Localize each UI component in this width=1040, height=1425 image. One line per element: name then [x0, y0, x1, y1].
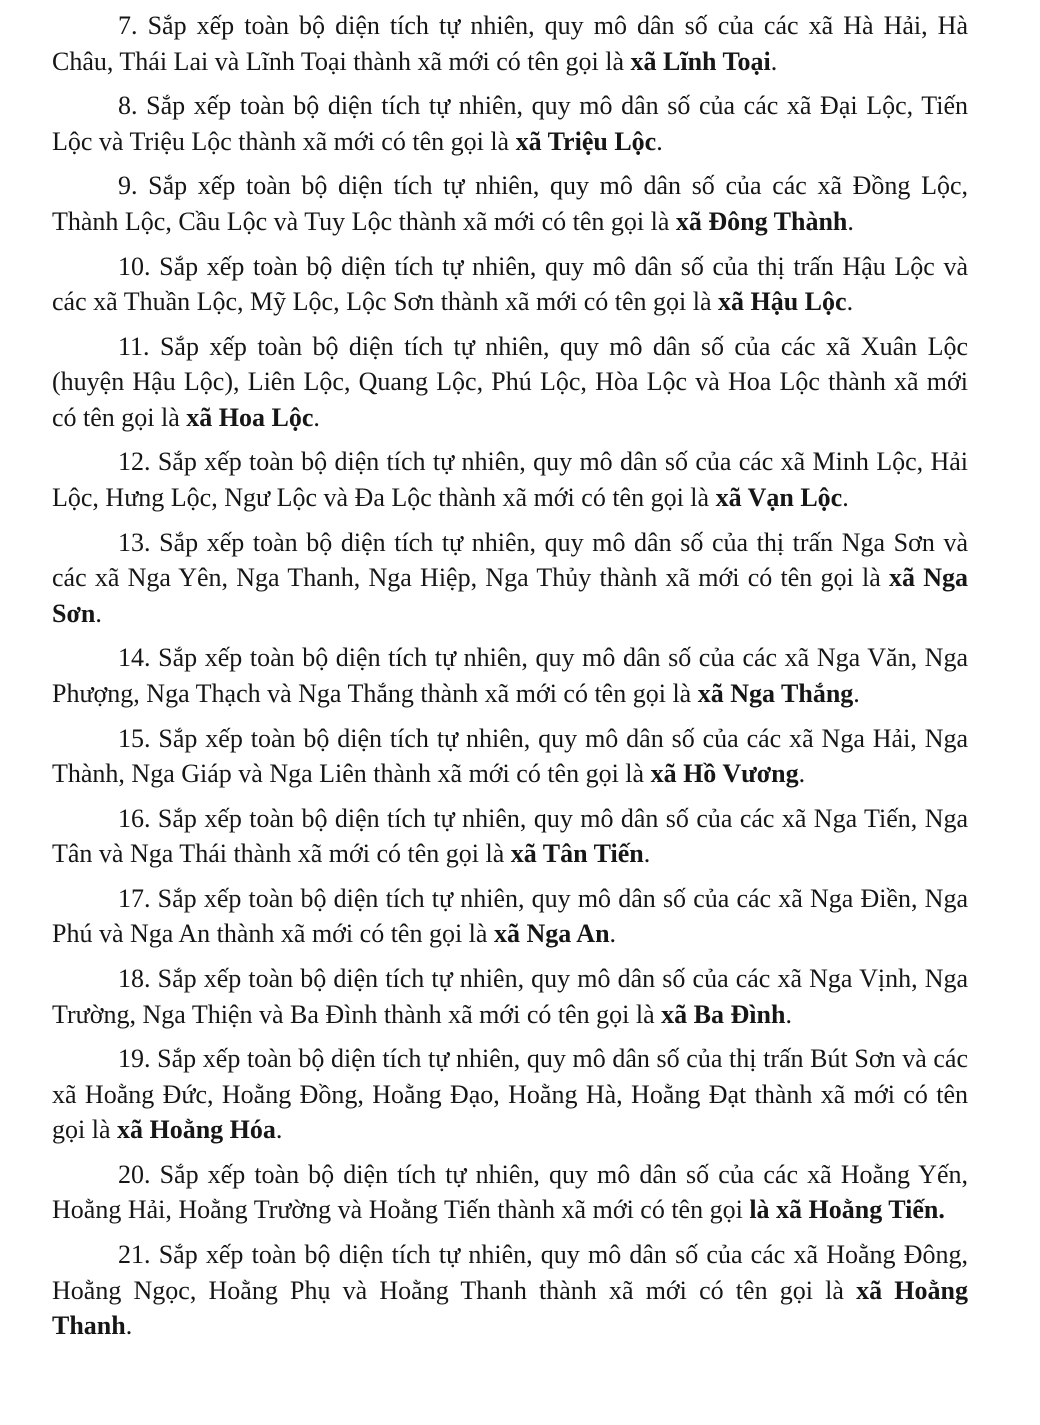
new-commune-name: là xã Hoằng Tiến. — [749, 1195, 945, 1225]
paragraph-text: Sắp xếp toàn bộ diện tích tự nhiên, quy mô dân số của các xã Nga Điền, Nga Phú và Nga An thành xã mới có tên gọi là — [52, 883, 968, 949]
paragraph-text: Sắp xếp toàn bộ diện tích tự nhiên, quy mô dân số của các xã Đại Lộc, Tiến Lộc và Triệu Lộc thành xã mới có tên gọi là — [52, 91, 969, 156]
paragraph-item-12 — [52, 444, 968, 515]
paragraph-end: . — [656, 126, 663, 156]
paragraph-number: 13. — [118, 527, 151, 557]
paragraph-item-18 — [52, 961, 968, 1032]
paragraph-item-19 — [52, 1041, 968, 1148]
paragraph-end: . — [770, 46, 778, 76]
paragraph-item-9 — [52, 168, 968, 239]
paragraph-end: . — [853, 678, 860, 708]
paragraph-end: . — [785, 999, 792, 1029]
paragraph-text: Sắp xếp toàn bộ diện tích tự nhiên, quy mô dân số của thị trấn Nga Sơn và các xã Nga Yên, Nga Thanh, Nga Hiệp, Nga Thủy thành xã mới có tên gọi là — [52, 527, 968, 593]
paragraph-item-21 — [52, 1237, 968, 1344]
paragraph-item-13 — [52, 525, 968, 632]
paragraph-text: Sắp xếp toàn bộ diện tích tự nhiên, quy mô dân số của các xã Nga Hải, Nga Thành, Nga Giáp và Nga Liên thành xã mới có tên gọi là — [52, 723, 969, 788]
paragraph-item-17 — [52, 881, 968, 952]
new-commune-name: xã Hoằng Hóa — [117, 1115, 276, 1145]
paragraph-text: Sắp xếp toàn bộ diện tích tự nhiên, quy mô dân số của các xã Hà Hải, Hà Châu, Thái Lai và Lĩnh Toại thành xã mới có tên gọi là — [52, 11, 968, 76]
paragraph-item-8 — [52, 88, 968, 159]
paragraph-item-16 — [52, 801, 968, 872]
paragraph-end: . — [842, 482, 849, 512]
paragraph-end: . — [846, 287, 854, 317]
paragraph-number: 9. — [118, 171, 138, 201]
paragraph-text: Sắp xếp toàn bộ diện tích tự nhiên, quy mô dân số của các xã Đồng Lộc, Thành Lộc, Cầu Lộc và Tuy Lộc thành xã mới có tên gọi là — [52, 171, 968, 236]
paragraph-end: . — [847, 206, 854, 236]
paragraph-end: . — [275, 1115, 283, 1145]
paragraph-number: 14. — [118, 643, 151, 673]
paragraph-number: 19. — [118, 1044, 151, 1074]
paragraph-text: Sắp xếp toàn bộ diện tích tự nhiên, quy mô dân số của các xã Nga Văn, Nga Phượng, Nga Thạch và Nga Thắng thành xã mới có tên gọi là — [52, 643, 968, 708]
new-commune-name: xã Vạn Lộc — [715, 482, 843, 512]
paragraph-number: 11. — [118, 331, 150, 361]
new-commune-name: xã Hậu Lộc — [718, 287, 847, 317]
paragraph-number: 20. — [118, 1159, 151, 1189]
paragraph-number: 15. — [118, 723, 151, 753]
paragraph-number: 17. — [118, 883, 151, 913]
new-commune-name: xã Lĩnh Toại — [630, 46, 771, 76]
paragraph-number: 12. — [118, 447, 151, 477]
paragraph-end: . — [95, 598, 102, 628]
paragraph-item-10 — [52, 249, 968, 320]
paragraph-text: Sắp xếp toàn bộ diện tích tự nhiên, quy mô dân số của các xã Nga Vịnh, Nga Trường, Nga Thiện và Ba Đình thành xã mới có tên gọi là — [52, 964, 969, 1029]
paragraph-end: . — [313, 402, 320, 432]
paragraph-text: Sắp xếp toàn bộ diện tích tự nhiên, quy mô dân số của các xã Hoằng Yến, Hoằng Hải, Hoằng Trường và Hoằng Tiến thành xã mới có tên gọi — [52, 1159, 968, 1225]
paragraph-number: 16. — [118, 803, 151, 833]
new-commune-name: xã Hồ Vương — [650, 759, 799, 788]
paragraph-text: Sắp xếp toàn bộ diện tích tự nhiên, quy mô dân số của thị trấn Bút Sơn và các xã Hoằng Đức, Hoằng Đồng, Hoằng Đạo, Hoằng Hà, Hoằng Đạt thành xã mới có tên gọi là — [52, 1044, 968, 1145]
paragraph-number: 18. — [118, 964, 151, 994]
paragraph-number: 8. — [118, 91, 138, 121]
new-commune-name: xã Nga An — [493, 919, 610, 949]
paragraph-item-15 — [52, 721, 968, 792]
new-commune-name: xã Hoa Lộc — [186, 402, 314, 432]
paragraph-text: Sắp xếp toàn bộ diện tích tự nhiên, quy mô dân số của thị trấn Hậu Lộc và các xã Thuần Lộc, Mỹ Lộc, Lộc Sơn thành xã mới có tên gọi là — [52, 251, 968, 317]
paragraph-item-14 — [52, 640, 968, 711]
new-commune-name: xã Tân Tiến — [510, 839, 644, 869]
new-commune-name: xã Nga Thắng — [697, 678, 854, 708]
paragraph-end: . — [798, 759, 806, 788]
paragraph-item-20 — [52, 1157, 968, 1228]
paragraph-end: . — [609, 919, 617, 949]
new-commune-name: xã Đông Thành — [675, 206, 848, 236]
paragraph-number: 7. — [118, 11, 138, 40]
paragraph-number: 10. — [118, 251, 151, 281]
new-commune-name: xã Nga Sơn — [52, 563, 968, 628]
paragraph-item-7 — [52, 8, 968, 79]
paragraph-end: . — [643, 839, 651, 869]
new-commune-name: xã Hoằng Thanh — [52, 1275, 968, 1341]
new-commune-name: xã Triệu Lộc — [515, 126, 657, 156]
new-commune-name: xã Ba Đình — [661, 999, 786, 1029]
paragraph-text: Sắp xếp toàn bộ diện tích tự nhiên, quy mô dân số của các xã Minh Lộc, Hải Lộc, Hưng Lộc, Ngư Lộc và Đa Lộc thành xã mới có tên gọi là — [52, 447, 969, 512]
paragraph-end: . — [125, 1311, 133, 1341]
paragraph-item-11 — [52, 329, 968, 436]
paragraph-text: Sắp xếp toàn bộ diện tích tự nhiên, quy mô dân số của các xã Xuân Lộc (huyện Hậu Lộc), Liên Lộc, Quang Lộc, Phú Lộc, Hòa Lộc và Hoa Lộc thành xã mới có tên gọi là — [52, 331, 969, 432]
paragraph-text: Sắp xếp toàn bộ diện tích tự nhiên, quy mô dân số của các xã Hoằng Đông, Hoằng Ngọc, Hoằng Phụ và Hoằng Thanh thành xã mới có tên gọi là — [52, 1240, 968, 1305]
paragraph-text: Sắp xếp toàn bộ diện tích tự nhiên, quy mô dân số của các xã Nga Tiến, Nga Tân và Nga Thái thành xã mới có tên gọi là — [52, 803, 969, 869]
paragraph-number: 21. — [118, 1240, 151, 1270]
